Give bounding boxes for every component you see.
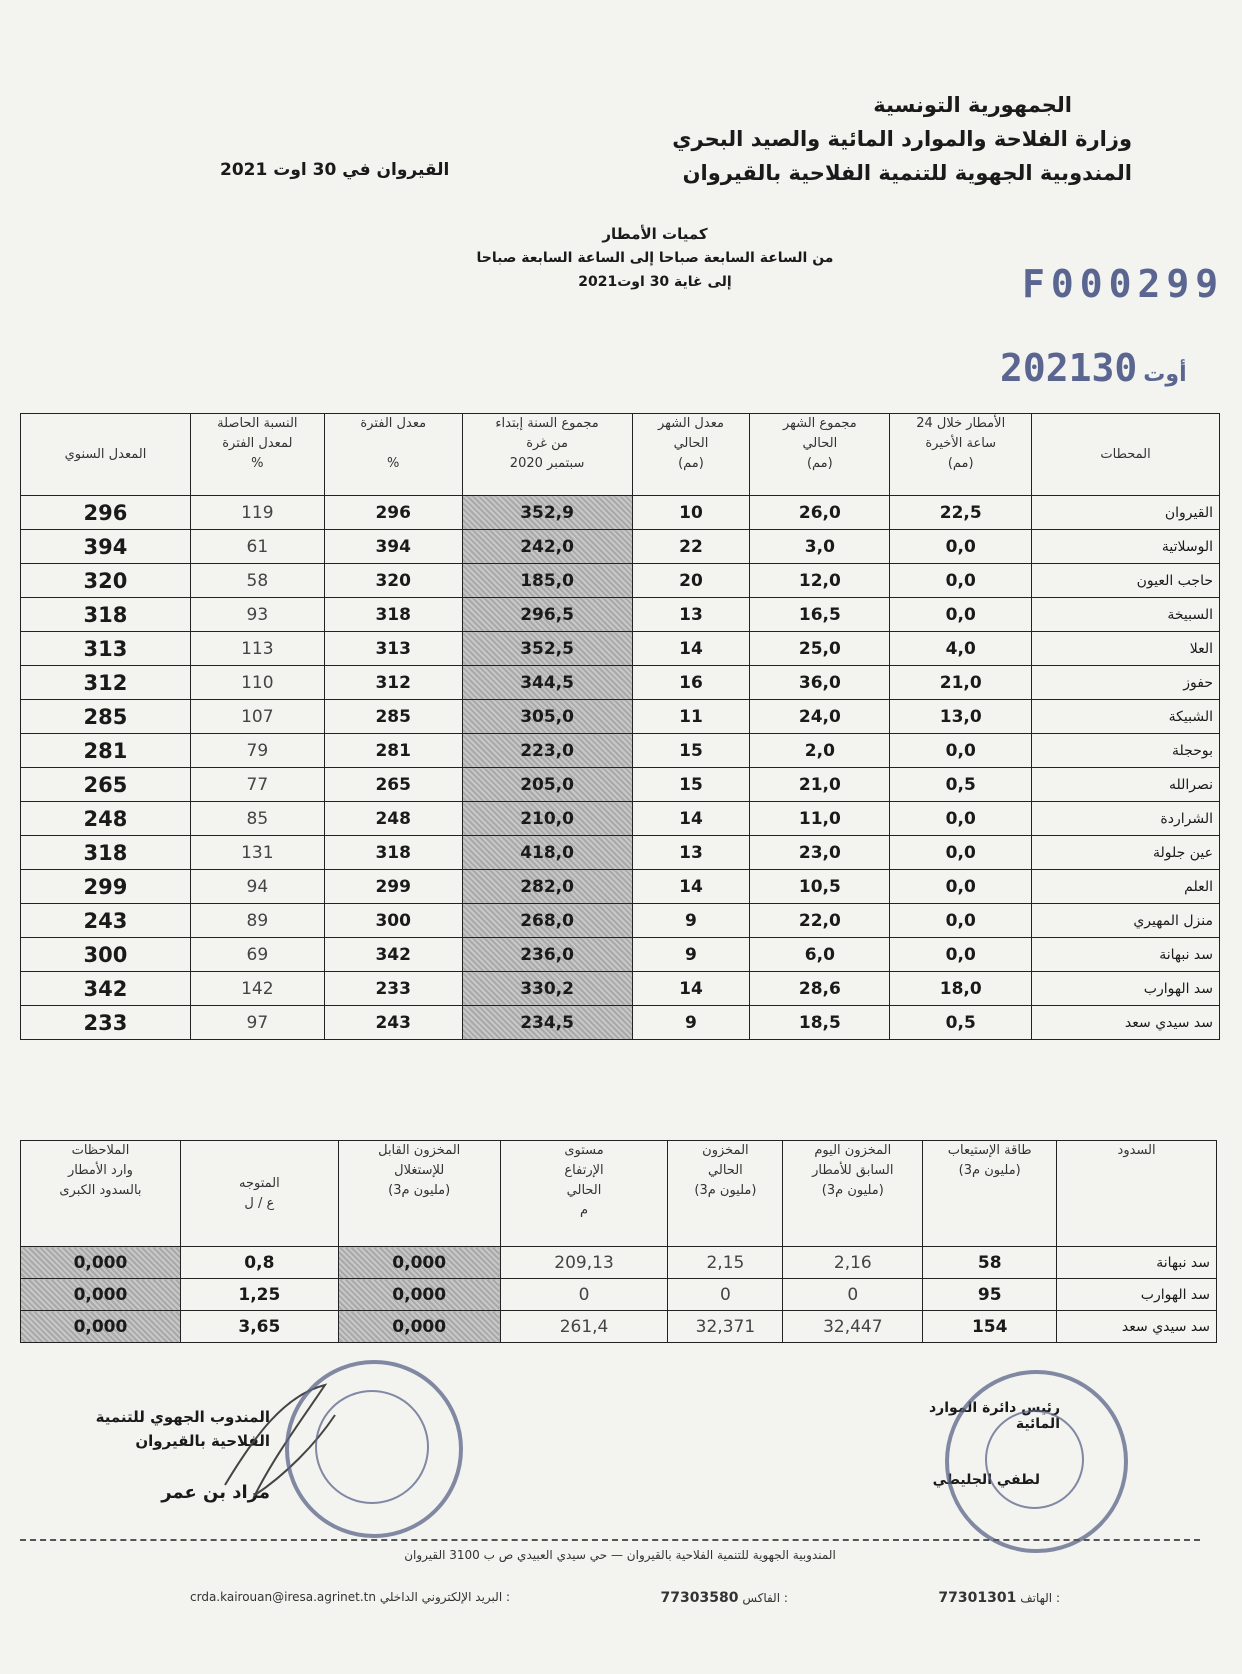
dam-cell-cur: 32,371 <box>668 1311 783 1343</box>
rain-cell-r24: 0,0 <box>890 802 1032 836</box>
header-dam: السدود <box>1057 1141 1217 1247</box>
water-dept-name: لطفي الجليطي <box>932 1472 1040 1488</box>
rain-cell-annual: 299 <box>21 870 191 904</box>
rain-cell-mavg: 15 <box>632 768 750 802</box>
rain-cell-pavg: 299 <box>324 870 462 904</box>
header-capacity: طاقة الإستيعاب (مليون م3) <box>923 1141 1057 1247</box>
dam-cell-prev: 32,447 <box>783 1311 923 1343</box>
dam-cell-notes: 0,000 <box>21 1247 181 1279</box>
dam-cell-cur: 0 <box>668 1279 783 1311</box>
rain-cell-pct: 61 <box>190 530 324 564</box>
title-line-1: كميات الأمطار <box>602 225 708 243</box>
date-stamp-day: 30 <box>1091 346 1138 390</box>
rain-row <box>21 904 1220 938</box>
rain-cell-annual: 313 <box>21 632 191 666</box>
header-month-total: مجموع الشهر الحالي (مم) <box>750 414 890 496</box>
rain-cell-annual: 296 <box>21 496 191 530</box>
rain-cell-month: 24,0 <box>750 700 890 734</box>
rain-cell-pavg: 296 <box>324 496 462 530</box>
rain-cell-r24: 22,5 <box>890 496 1032 530</box>
dam-cell-capacity: 58 <box>923 1247 1057 1279</box>
rain-cell-year: 205,0 <box>462 768 632 802</box>
rain-cell-month: 16,5 <box>750 598 890 632</box>
rain-cell-year: 352,5 <box>462 632 632 666</box>
document-title <box>420 222 890 294</box>
rain-cell-month: 10,5 <box>750 870 890 904</box>
dam-table <box>20 1140 1217 1343</box>
rain-cell-r24: 0,5 <box>890 1006 1032 1040</box>
header-usable: المخزون القابل للإستغلال (مليون م3) <box>338 1141 500 1247</box>
rain-cell-annual: 281 <box>21 734 191 768</box>
rain-cell-annual: 233 <box>21 1006 191 1040</box>
water-dept-title: رئيس دائرة الموارد المائية <box>928 1400 1060 1432</box>
rain-cell-mavg: 9 <box>632 904 750 938</box>
date-stamp-year: 2021 <box>1000 346 1092 390</box>
rain-cell-mavg: 14 <box>632 870 750 904</box>
rain-cell-pct: 79 <box>190 734 324 768</box>
rain-cell-r24: 0,0 <box>890 530 1032 564</box>
rain-cell-annual: 318 <box>21 598 191 632</box>
ministry-title: وزارة الفلاحة والموارد المائية والصيد البحري <box>672 127 1132 151</box>
rain-row <box>21 564 1220 598</box>
dam-cell-dam: سد نبهانة <box>1057 1247 1217 1279</box>
rain-row <box>21 938 1220 972</box>
rain-cell-station: الشراردة <box>1032 802 1220 836</box>
rain-cell-month: 2,0 <box>750 734 890 768</box>
rain-cell-station: السبيخة <box>1032 598 1220 632</box>
date-stamp-month: أوت <box>1143 362 1187 387</box>
rain-cell-month: 11,0 <box>750 802 890 836</box>
rain-row <box>21 496 1220 530</box>
rain-cell-year: 268,0 <box>462 904 632 938</box>
rain-cell-year: 236,0 <box>462 938 632 972</box>
dam-cell-notes: 0,000 <box>21 1311 181 1343</box>
rain-cell-pavg: 312 <box>324 666 462 700</box>
rain-cell-month: 36,0 <box>750 666 890 700</box>
title-line-2: من الساعة السابعة صباحا إلى الساعة السابعة صباحا <box>476 250 834 266</box>
official-seal-right-inner <box>985 1410 1084 1509</box>
header-year-total: مجموع السنة إبتداء من غرة سبتمبر 2020 <box>462 414 632 496</box>
rain-cell-mavg: 20 <box>632 564 750 598</box>
rain-cell-r24: 18,0 <box>890 972 1032 1006</box>
header-month-avg: معدل الشهر الحالي (مم) <box>632 414 750 496</box>
rain-cell-annual: 312 <box>21 666 191 700</box>
rain-cell-pct: 94 <box>190 870 324 904</box>
rain-cell-mavg: 14 <box>632 632 750 666</box>
rain-cell-mavg: 11 <box>632 700 750 734</box>
rain-cell-annual: 248 <box>21 802 191 836</box>
rain-cell-station: العلم <box>1032 870 1220 904</box>
rain-cell-year: 242,0 <box>462 530 632 564</box>
letterhead <box>672 88 1132 190</box>
rain-cell-annual: 342 <box>21 972 191 1006</box>
dam-cell-dam: سد سيدي سعد <box>1057 1311 1217 1343</box>
official-seal-left-inner <box>315 1390 429 1504</box>
rain-header-row <box>21 414 1220 496</box>
rain-cell-pavg: 320 <box>324 564 462 598</box>
rain-cell-station: عين جلولة <box>1032 836 1220 870</box>
rain-cell-pct: 119 <box>190 496 324 530</box>
dam-cell-usable: 0,000 <box>338 1279 500 1311</box>
rain-row <box>21 972 1220 1006</box>
rain-cell-r24: 13,0 <box>890 700 1032 734</box>
rain-cell-year: 223,0 <box>462 734 632 768</box>
rain-cell-pavg: 318 <box>324 598 462 632</box>
rain-cell-year: 282,0 <box>462 870 632 904</box>
rain-cell-r24: 0,5 <box>890 768 1032 802</box>
rain-cell-mavg: 13 <box>632 598 750 632</box>
rain-cell-annual: 243 <box>21 904 191 938</box>
footer-address: المندوبية الجهوية للتنمية الفلاحية بالقيروان — حي سيدي العبيدي ص ب 3100 القيروان <box>404 1548 836 1562</box>
rain-cell-year: 418,0 <box>462 836 632 870</box>
header-prev-storage: المخزون اليوم السابق للأمطار (مليون م3) <box>783 1141 923 1247</box>
rain-cell-annual: 394 <box>21 530 191 564</box>
rain-cell-pavg: 233 <box>324 972 462 1006</box>
footer-phone: 77301301 الهاتف : <box>938 1590 1060 1606</box>
rain-row <box>21 632 1220 666</box>
dam-cell-level: 0 <box>500 1279 668 1311</box>
rain-row <box>21 598 1220 632</box>
footer-contacts <box>190 1590 1060 1606</box>
rain-cell-mavg: 10 <box>632 496 750 530</box>
dam-cell-usable: 0,000 <box>338 1311 500 1343</box>
rain-cell-month: 23,0 <box>750 836 890 870</box>
rain-cell-station: الشبيكة <box>1032 700 1220 734</box>
dam-cell-flow: 1,25 <box>180 1279 338 1311</box>
rain-cell-year: 330,2 <box>462 972 632 1006</box>
rain-cell-pavg: 265 <box>324 768 462 802</box>
rain-cell-pct: 85 <box>190 802 324 836</box>
rain-cell-annual: 285 <box>21 700 191 734</box>
rain-cell-pavg: 243 <box>324 1006 462 1040</box>
rain-cell-station: حفوز <box>1032 666 1220 700</box>
rain-row <box>21 734 1220 768</box>
rain-cell-pavg: 318 <box>324 836 462 870</box>
footer-email: crda.kairouan@iresa.agrinet.tn البريد الإلكتروني الداخلي : <box>190 1590 511 1604</box>
commissariat-title: المندوبية الجهوية للتنمية الفلاحية بالقيروان <box>682 161 1132 185</box>
dam-row <box>21 1247 1217 1279</box>
dam-cell-prev: 2,16 <box>783 1247 923 1279</box>
dam-cell-flow: 0,8 <box>180 1247 338 1279</box>
rain-cell-annual: 265 <box>21 768 191 802</box>
rain-cell-pct: 142 <box>190 972 324 1006</box>
rain-cell-year: 352,9 <box>462 496 632 530</box>
header-station: المحطات <box>1032 414 1220 496</box>
rain-cell-mavg: 16 <box>632 666 750 700</box>
rain-cell-annual: 318 <box>21 836 191 870</box>
rain-cell-year: 210,0 <box>462 802 632 836</box>
rain-cell-station: نصرالله <box>1032 768 1220 802</box>
dam-row <box>21 1311 1217 1343</box>
header-annual-avg: المعدل السنوي <box>21 414 191 496</box>
footer-fax: 77303580 الفاكس : <box>660 1590 788 1606</box>
rain-cell-station: الوسلاتية <box>1032 530 1220 564</box>
rain-cell-station: العلا <box>1032 632 1220 666</box>
date-stamp <box>1000 346 1193 390</box>
republic-title: الجمهورية التونسية <box>873 93 1072 117</box>
rain-cell-mavg: 9 <box>632 1006 750 1040</box>
header-pct-period: النسبة الحاصلة لمعدل الفترة % <box>190 414 324 496</box>
rain-cell-pavg: 248 <box>324 802 462 836</box>
rain-row <box>21 802 1220 836</box>
rain-cell-month: 22,0 <box>750 904 890 938</box>
rain-cell-station: سد سيدي سعد <box>1032 1006 1220 1040</box>
rain-cell-pavg: 313 <box>324 632 462 666</box>
dam-cell-capacity: 95 <box>923 1279 1057 1311</box>
rain-cell-year: 234,5 <box>462 1006 632 1040</box>
rain-cell-year: 305,0 <box>462 700 632 734</box>
director-title-2: الفلاحية بالقيروان <box>135 1432 270 1450</box>
rain-row <box>21 1006 1220 1040</box>
rain-cell-month: 26,0 <box>750 496 890 530</box>
rain-cell-pct: 113 <box>190 632 324 666</box>
rain-cell-pct: 97 <box>190 1006 324 1040</box>
dam-cell-dam: سد الهوارب <box>1057 1279 1217 1311</box>
rain-cell-month: 28,6 <box>750 972 890 1006</box>
rain-cell-pct: 77 <box>190 768 324 802</box>
rain-row <box>21 870 1220 904</box>
rain-cell-r24: 0,0 <box>890 836 1032 870</box>
rain-row <box>21 768 1220 802</box>
rain-cell-station: القيروان <box>1032 496 1220 530</box>
rain-cell-station: بوحجلة <box>1032 734 1220 768</box>
rain-cell-pct: 131 <box>190 836 324 870</box>
rain-cell-pavg: 342 <box>324 938 462 972</box>
rain-cell-r24: 4,0 <box>890 632 1032 666</box>
dam-cell-flow: 3,65 <box>180 1311 338 1343</box>
rain-row <box>21 530 1220 564</box>
footer-divider <box>20 1539 1200 1541</box>
header-rain-24h: الأمطار خلال 24 ساعة الأخيرة (مم) <box>890 414 1032 496</box>
rain-cell-mavg: 9 <box>632 938 750 972</box>
dam-cell-prev: 0 <box>783 1279 923 1311</box>
rain-cell-pct: 58 <box>190 564 324 598</box>
rain-cell-month: 3,0 <box>750 530 890 564</box>
rain-cell-mavg: 14 <box>632 802 750 836</box>
rain-cell-mavg: 13 <box>632 836 750 870</box>
dam-cell-capacity: 154 <box>923 1311 1057 1343</box>
rain-cell-year: 344,5 <box>462 666 632 700</box>
header-level: مستوى الإرتفاع الحالي م <box>500 1141 668 1247</box>
rain-cell-pavg: 281 <box>324 734 462 768</box>
rain-cell-station: منزل المهيري <box>1032 904 1220 938</box>
rain-cell-month: 6,0 <box>750 938 890 972</box>
rain-cell-pavg: 285 <box>324 700 462 734</box>
rain-row <box>21 836 1220 870</box>
dam-header-row <box>21 1141 1217 1247</box>
rainfall-table <box>20 413 1220 1040</box>
rain-cell-annual: 320 <box>21 564 191 598</box>
rain-cell-station: حاجب العيون <box>1032 564 1220 598</box>
rain-cell-pct: 93 <box>190 598 324 632</box>
rain-cell-pct: 110 <box>190 666 324 700</box>
serial-stamp: F000299 <box>1022 262 1225 306</box>
rain-cell-mavg: 15 <box>632 734 750 768</box>
rain-cell-month: 12,0 <box>750 564 890 598</box>
rain-cell-station: سد الهوارب <box>1032 972 1220 1006</box>
dam-cell-level: 209,13 <box>500 1247 668 1279</box>
rain-cell-mavg: 14 <box>632 972 750 1006</box>
rain-cell-station: سد نبهانة <box>1032 938 1220 972</box>
director-name: مراد بن عمر <box>161 1482 270 1503</box>
rain-cell-r24: 0,0 <box>890 598 1032 632</box>
rain-cell-pavg: 394 <box>324 530 462 564</box>
header-cur-storage: المخزون الحالي (مليون م3) <box>668 1141 783 1247</box>
rain-cell-r24: 0,0 <box>890 564 1032 598</box>
rain-cell-r24: 0,0 <box>890 734 1032 768</box>
dam-row <box>21 1279 1217 1311</box>
header-period-avg: معدل الفترة % <box>324 414 462 496</box>
rain-cell-year: 296,5 <box>462 598 632 632</box>
dam-cell-usable: 0,000 <box>338 1247 500 1279</box>
rain-cell-r24: 21,0 <box>890 666 1032 700</box>
rain-cell-r24: 0,0 <box>890 870 1032 904</box>
rain-cell-pavg: 300 <box>324 904 462 938</box>
rain-cell-mavg: 22 <box>632 530 750 564</box>
title-line-3: إلى غاية 30 اوت2021 <box>578 274 732 290</box>
dam-cell-cur: 2,15 <box>668 1247 783 1279</box>
rain-cell-annual: 300 <box>21 938 191 972</box>
dam-cell-notes: 0,000 <box>21 1279 181 1311</box>
rain-row <box>21 700 1220 734</box>
rain-cell-pct: 89 <box>190 904 324 938</box>
rain-cell-pct: 69 <box>190 938 324 972</box>
rain-cell-year: 185,0 <box>462 564 632 598</box>
rain-row <box>21 666 1220 700</box>
rain-cell-month: 25,0 <box>750 632 890 666</box>
rain-cell-r24: 0,0 <box>890 938 1032 972</box>
rain-cell-pct: 107 <box>190 700 324 734</box>
director-title-1: المندوب الجهوي للتنمية <box>95 1408 270 1426</box>
place-date: القيروان في 30 اوت 2021 <box>220 160 450 180</box>
header-notes: الملاحظات وارد الأمطار بالسدود الكبرى <box>21 1141 181 1247</box>
rain-cell-month: 18,5 <box>750 1006 890 1040</box>
header-flow: المتوجه ع / ل <box>180 1141 338 1247</box>
dam-cell-level: 261,4 <box>500 1311 668 1343</box>
rain-cell-month: 21,0 <box>750 768 890 802</box>
rain-cell-r24: 0,0 <box>890 904 1032 938</box>
